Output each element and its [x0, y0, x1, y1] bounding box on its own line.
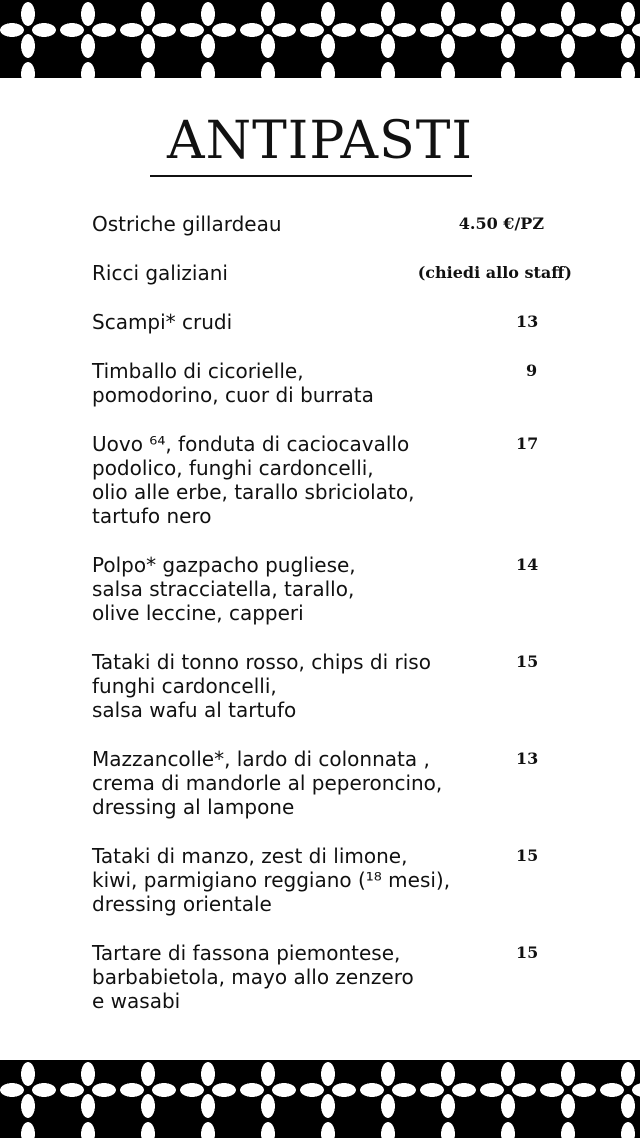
- menu-item-price: 13: [516, 312, 539, 331]
- menu-item-name: Uovo ⁶⁴, fonduta di caciocavallo podolico, funghi cardoncelli, olio alle erbe, tarallo sbriciolato, tartufo nero: [92, 432, 415, 528]
- menu-item-price: (chiedi allo staff): [417, 263, 572, 282]
- decorative-pattern-top: [0, 0, 640, 78]
- menu-item-name: Ricci galiziani: [92, 261, 228, 285]
- menu-item-tartare: [92, 941, 562, 1013]
- menu-item-name: Timballo di cicorielle, pomodorino, cuor di burrata: [92, 359, 374, 407]
- page-title: ANTIPASTI: [167, 111, 473, 171]
- menu-item-polpo: [92, 553, 562, 625]
- menu-item-uovo: [92, 432, 562, 528]
- menu-item-price: 14: [516, 555, 539, 574]
- menu-item-name: Polpo* gazpacho pugliese, salsa stracciatella, tarallo, olive leccine, capperi: [92, 553, 356, 625]
- menu-item-tataki-tonno: [92, 650, 562, 722]
- menu-item-name: Ostriche gillardeau: [92, 212, 282, 236]
- menu-item-timballo: [92, 359, 562, 407]
- menu-item-price: 13: [516, 749, 539, 768]
- menu-item-name: Tataki di manzo, zest di limone, kiwi, parmigiano reggiano (¹⁸ mesi), dressing orientale: [92, 844, 451, 916]
- menu-item-scampi: [92, 310, 562, 334]
- menu-item-tataki-manzo: [92, 844, 562, 916]
- menu-item-price: 15: [516, 943, 539, 962]
- menu-item-name: Scampi* crudi: [92, 310, 233, 334]
- menu-item-name: Tataki di tonno rosso, chips di riso funghi cardoncelli, salsa wafu al tartufo: [92, 650, 431, 722]
- menu-item-price: 9: [526, 361, 538, 380]
- menu-item-ricci: [92, 261, 572, 285]
- title-underline: [150, 175, 472, 177]
- menu-item-price: 15: [516, 652, 539, 671]
- menu-list: [92, 212, 572, 1038]
- decorative-pattern-bottom: [0, 1060, 640, 1138]
- menu-item-price: 15: [516, 846, 539, 865]
- menu-item-mazzancolle: [92, 747, 562, 819]
- menu-item-name: Mazzancolle*, lardo di colonnata , crema di mandorle al peperoncino, dressing al lampone: [92, 747, 443, 819]
- menu-item-name: Tartare di fassona piemontese, barbabietola, mayo allo zenzero e wasabi: [92, 941, 414, 1013]
- menu-item-ostriche: [92, 212, 562, 236]
- menu-item-price: 17: [516, 434, 539, 453]
- menu-item-price: 4.50 €/PZ: [458, 214, 544, 233]
